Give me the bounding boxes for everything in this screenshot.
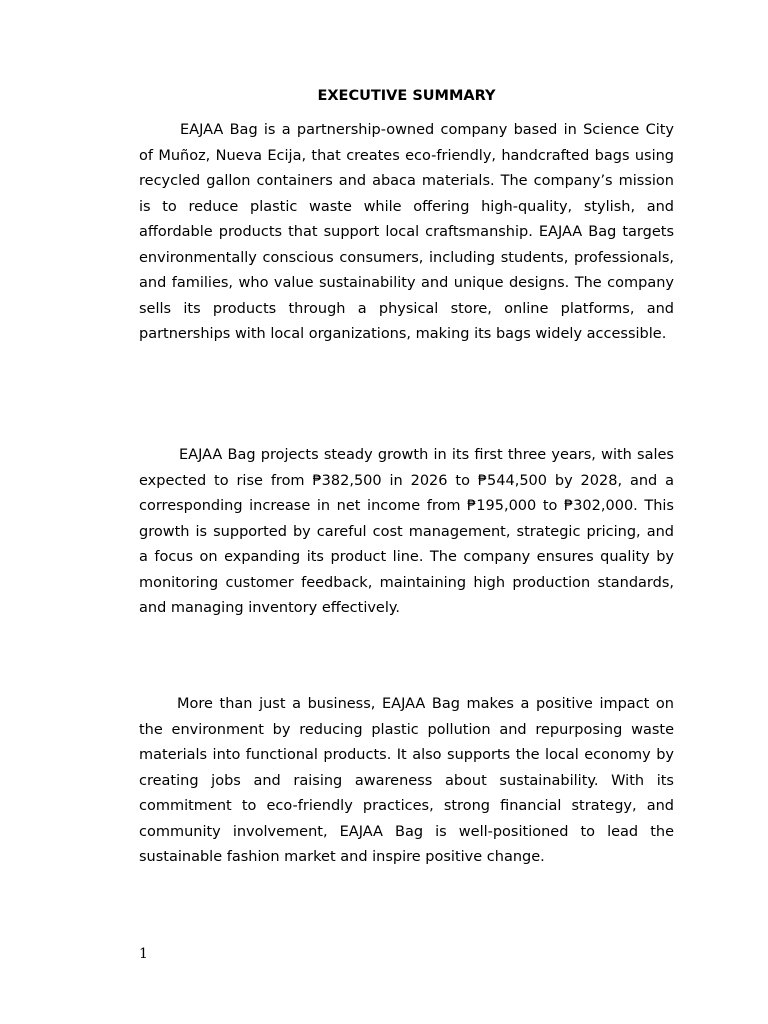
paragraph-impact: More than just a business, EAJAA Bag makes a positive impact on the environment by reducing plastic pollution and repurposing waste materials into functional products. It also supports the local economy by creating jobs and raising awareness about sustainability. With its commitment to eco-friendly practices, strong financial strategy, and community involvement, EAJAA Bag is well-positioned to lead the sustainable fashion market and inspire positive change. [139,696,674,865]
paragraph-financial-projection: EAJAA Bag projects steady growth in its first three years, with sales expected to rise from ₱382,500 in 2026 to ₱544,500 by 2028, and a corresponding increase in net income from ₱195,000 to ₱302,000. This growth is supported by careful cost management, strategic pricing, and a focus on expanding its product line. The company ensures quality by monitoring customer feedback, maintaining high production standards, and managing inventory effectively. [139,447,674,616]
paragraph-company-overview: EAJAA Bag is a partnership-owned company based in Science City of Muñoz, Nueva Ecija, that creates eco-friendly, handcrafted bags using recycled gallon containers and abaca materials. The company’s mission is to reduce plastic waste while offering high-quality, stylish, and affordable products that support local craftsmanship. EAJAA Bag targets environmentally conscious consumers, including students, professionals, and families, who value sustainability and unique designs. The company sells its products through a physical store, online platforms, and partnerships with local organizations, making its bags widely accessible. [139,122,674,342]
page-number: 1 [139,946,148,962]
page-title: EXECUTIVE SUMMARY [317,88,496,104]
